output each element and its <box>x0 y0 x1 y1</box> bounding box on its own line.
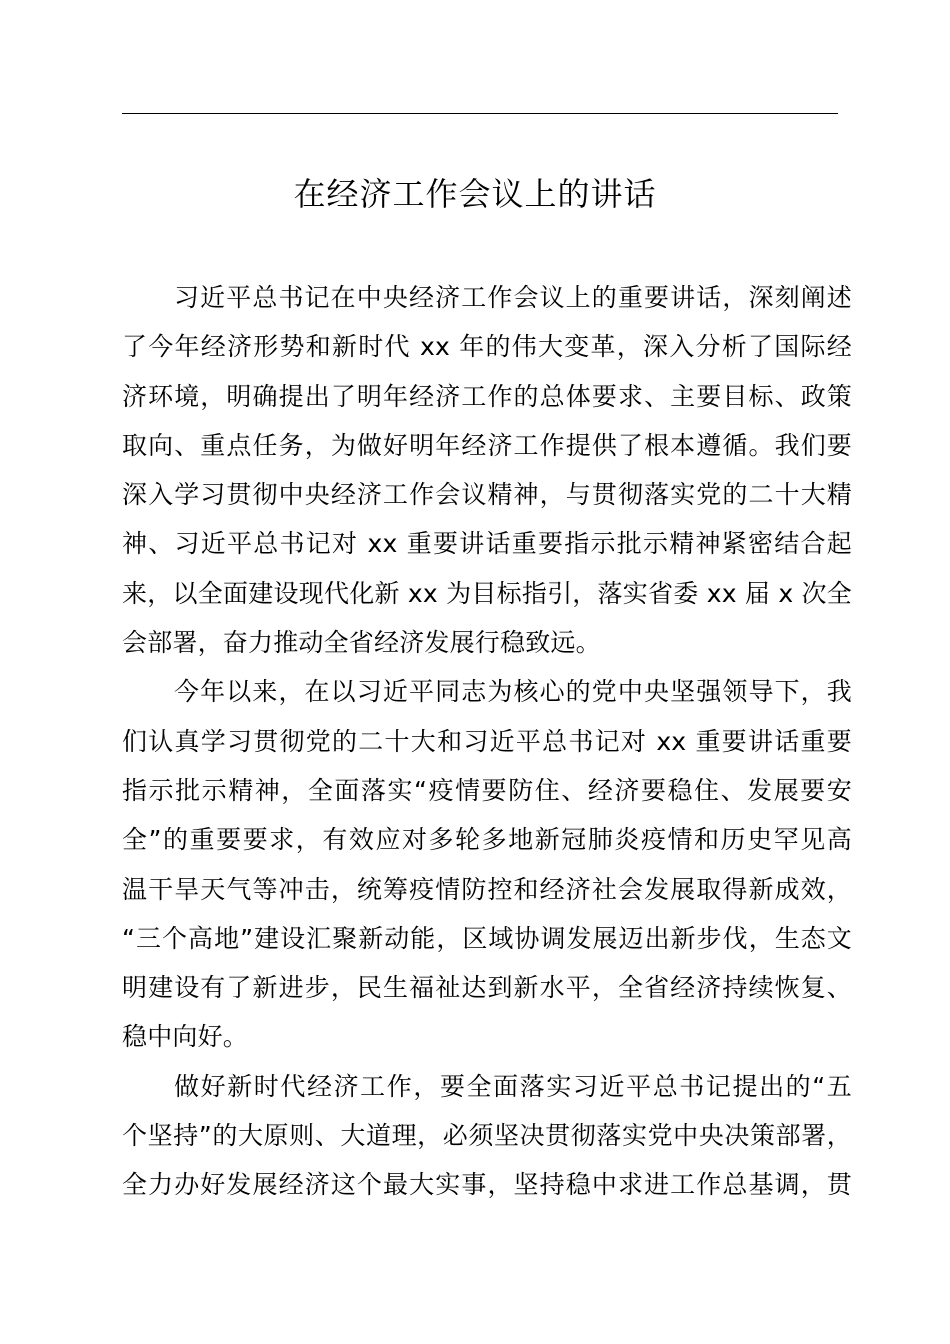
text-line: 稳中向好。 <box>122 1022 249 1052</box>
text-line: 了今年经济形势和新时代 xx 年的伟大变革，深入分析了国际经 <box>122 332 852 362</box>
header-rule <box>122 113 838 114</box>
text-line: 深入学习贯彻中央经济工作会议精神，与贯彻落实党的二十大精 <box>122 480 852 510</box>
text-line: 取向、重点任务，为做好明年经济工作提供了根本遵循。我们要 <box>122 430 852 460</box>
paragraph-2 <box>122 667 852 1061</box>
text-line: 温干旱天气等冲击，统筹疫情防控和经济社会发展取得新成效， <box>122 874 852 904</box>
text-line: 习近平总书记在中央经济工作会议上的重要讲话，深刻阐述 <box>174 283 852 312</box>
text-line: 指示批示精神，全面落实“疫情要防住、经济要稳住、发展要安 <box>122 775 852 805</box>
text-line: 神、习近平总书记对 xx 重要讲话重要指示批示精神紧密结合起 <box>122 529 852 559</box>
text-line: “三个高地”建设汇聚新动能，区域协调发展迈出新步伐，生态文 <box>122 923 852 953</box>
document-title: 在经济工作会议上的讲话 <box>293 175 657 213</box>
text-line: 今年以来，在以习近平同志为核心的党中央坚强领导下，我 <box>174 677 852 707</box>
text-line: 明建设有了新进步，民生福祉达到新水平，全省经济持续恢复、 <box>122 973 852 1003</box>
text-line: 个坚持”的大原则、大道理，必须坚决贯彻落实党中央决策部署， <box>122 1121 852 1151</box>
text-line: 全”的重要要求，有效应对多轮多地新冠肺炎疫情和历史罕见高 <box>122 825 852 855</box>
document-body <box>122 273 852 1210</box>
text-line: 济环境，明确提出了明年经济工作的总体要求、主要目标、政策 <box>122 381 852 411</box>
text-line: 来，以全面建设现代化新 xx 为目标指引，落实省委 xx 届 x 次全 <box>122 578 852 608</box>
text-line: 做好新时代经济工作，要全面落实习近平总书记提出的“五 <box>174 1071 852 1101</box>
paragraph-1 <box>122 273 852 667</box>
text-line: 全力办好发展经济这个最大实事，坚持稳中求进工作总基调，贯 <box>122 1170 852 1200</box>
text-line: 们认真学习贯彻党的二十大和习近平总书记对 xx 重要讲话重要 <box>122 726 852 756</box>
paragraph-3 <box>122 1062 852 1210</box>
text-line: 会部署，奋力推动全省经济发展行稳致远。 <box>122 628 601 658</box>
